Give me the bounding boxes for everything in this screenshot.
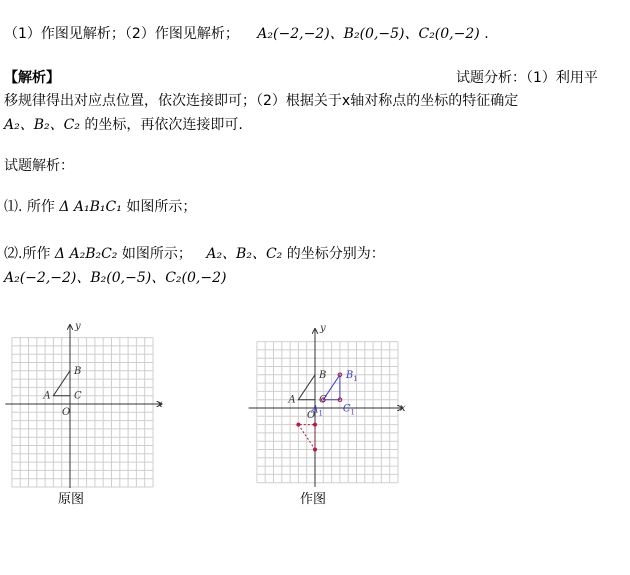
solution-step2 — [4, 244, 385, 264]
answer-coords: A₂(−2,−2)、B₂(0,−5)、C₂(0,−2) — [257, 26, 480, 42]
y-axis-label: y — [320, 323, 326, 334]
answer-tail: . — [484, 26, 489, 42]
analysis-intro: 试题分析：（1）利用平 — [456, 70, 598, 86]
x-axis-label: x — [400, 403, 406, 414]
solution-coords — [4, 268, 226, 288]
point-a1-label: $A_1$ — [311, 404, 324, 418]
step2-coords: A₂(−2,−2)、B₂(0,−5)、C₂(0,−2) — [4, 270, 227, 286]
analysis-line2: 移规律得出对应点位置，依次连接即可；（2）根据关于x轴对称点的坐标的特征确定 — [4, 93, 519, 109]
y-axis-label: y — [75, 321, 81, 332]
answer-line — [4, 24, 489, 44]
step1-prefix: ⑴. 所作 — [4, 199, 55, 215]
point-a2 — [296, 423, 300, 427]
drawn-axes — [249, 329, 403, 487]
solution-step1 — [4, 197, 196, 217]
step2-points: A₂、B₂、C₂ — [206, 246, 283, 262]
analysis-line3-rest: 的坐标，再依次连接即可. — [79, 117, 243, 133]
point-a-label: A — [43, 390, 51, 402]
x-axis-label: x — [157, 399, 163, 410]
step2-prefix: ⑵.所作 — [4, 246, 51, 262]
origin-label: O — [62, 407, 71, 418]
point-b-label: B — [74, 365, 82, 377]
answer-part2: （2）作图见解析； — [124, 26, 239, 42]
answer-part1: （1）作图见解析； — [4, 26, 125, 42]
point-b2 — [313, 448, 317, 452]
point-b-label: B — [319, 369, 327, 381]
analysis-heading: 【解析】 — [4, 70, 60, 86]
step2-mid: 如图所示； — [117, 246, 192, 262]
solution-heading: 试题解析： — [4, 158, 74, 174]
point-c-label: C — [74, 390, 82, 402]
step1-suffix: 如图所示； — [121, 199, 197, 215]
point-c1-label: $C_1$ — [342, 403, 356, 417]
origin-label: O — [307, 410, 316, 421]
drawn-labels — [287, 323, 406, 421]
point-b1-label: $B_1$ — [345, 369, 358, 383]
drawn-grid — [257, 342, 398, 483]
point-c-label: C — [319, 394, 327, 406]
original-figure — [0, 318, 175, 488]
point-c2 — [313, 423, 317, 427]
analysis-points: A₂、B₂、C₂ — [4, 117, 80, 133]
step2-triangle: Δ A₂B₂C₂ — [54, 246, 118, 262]
step1-triangle: Δ A₁B₁C₁ — [59, 199, 122, 215]
point-a-label: A — [288, 394, 296, 406]
original-grid — [12, 338, 153, 487]
step2-suffix: 的坐标分别为： — [282, 246, 385, 262]
drawn-caption: 作图 — [300, 492, 327, 507]
original-caption: 原图 — [58, 492, 85, 507]
analysis-line3 — [4, 115, 243, 135]
drawn-figure — [240, 318, 420, 488]
